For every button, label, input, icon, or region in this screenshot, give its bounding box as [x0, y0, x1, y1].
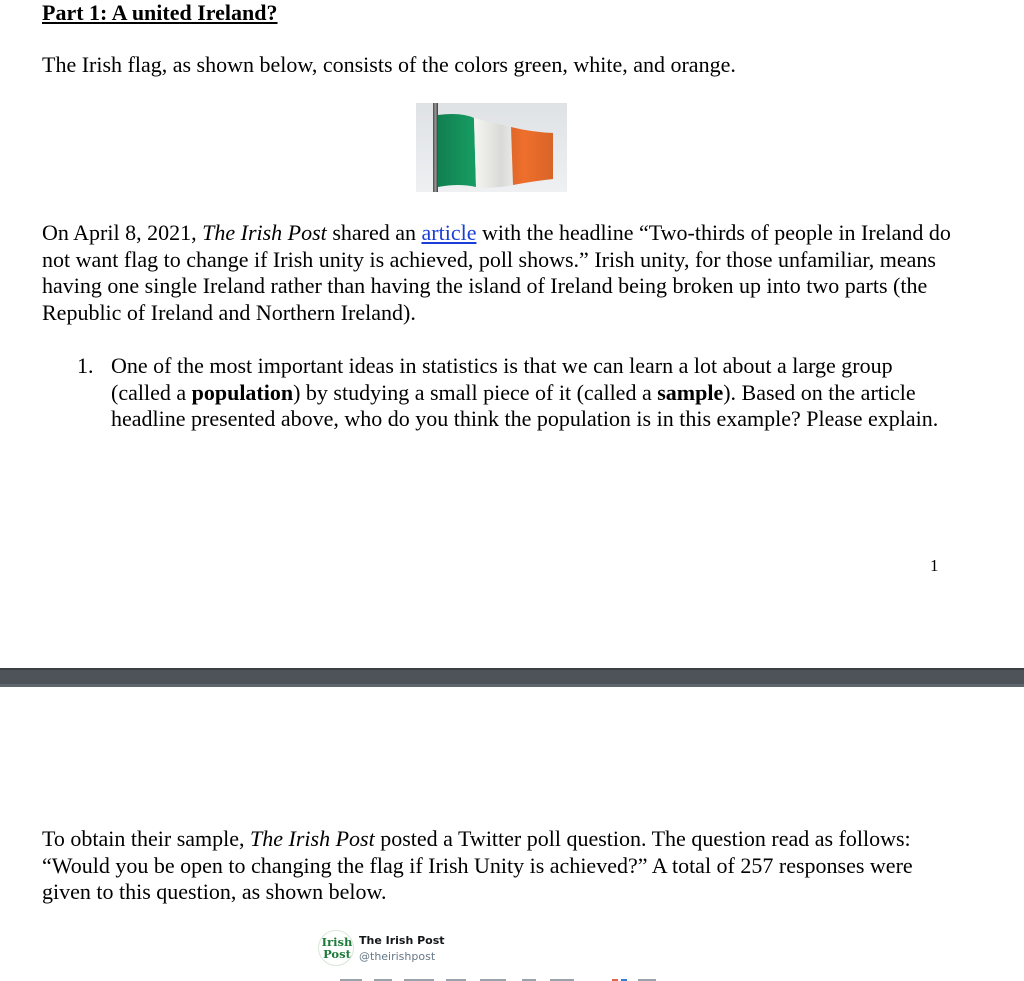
tweet-account-name[interactable]: The Irish Post — [359, 934, 445, 947]
poll-paragraph — [42, 826, 962, 906]
irish-post-logo[interactable] — [318, 930, 354, 966]
irish-flag-image — [416, 103, 567, 192]
clipped-tweet-text — [340, 976, 680, 981]
publication-name: The Irish Post — [250, 826, 375, 851]
section-heading: Part 1: A united Ireland? — [42, 0, 278, 25]
page-number: 1 — [930, 556, 939, 575]
article-date-text: On April 8, 2021, — [42, 220, 203, 245]
term-population: population — [191, 379, 294, 405]
question-number: 1. — [77, 353, 94, 378]
article-paragraph — [42, 220, 972, 326]
publication-name: The Irish Post — [202, 220, 327, 245]
question-text-part: ) by studying a small piece of it (called a — [293, 379, 658, 405]
question-text-part: ). Based on the article headline presented above, who do you think the population is in this example? Please explain. — [111, 379, 939, 431]
page-separator — [0, 668, 1024, 687]
article-headline-text: with the headline “Two-thirds of people in Ireland do not want flag to change if Irish unity is achieved, poll shows.” Irish unity, for those unfamiliar, means having one single Ireland rather than having the island of Ireland being broken up into two parts (the Republic of Ireland and Northern Ireland). — [42, 220, 951, 325]
logo-text-line-1: Irish — [321, 935, 353, 949]
irish-flag-icon — [416, 103, 567, 192]
term-sample: sample — [657, 379, 724, 405]
intro-paragraph: The Irish flag, as shown below, consists of the colors green, white, and orange. — [42, 52, 736, 77]
question-text — [111, 353, 941, 433]
article-shared-text: shared an — [326, 220, 422, 245]
poll-intro-text: To obtain their sample, — [42, 826, 251, 851]
logo-text-line-2: Post — [323, 947, 351, 961]
tweet-handle[interactable]: @theirishpost — [359, 950, 436, 963]
question-text-part: One of the most important ideas in statistics is that we can learn a lot about a large group (called a — [111, 353, 893, 405]
article-link[interactable]: article — [421, 220, 477, 245]
poll-description-text: posted a Twitter poll question. The question read as follows: “Would you be open to changing the flag if Irish Unity is achieved?” A total of 257 responses were given to this question, as shown below. — [42, 826, 913, 905]
